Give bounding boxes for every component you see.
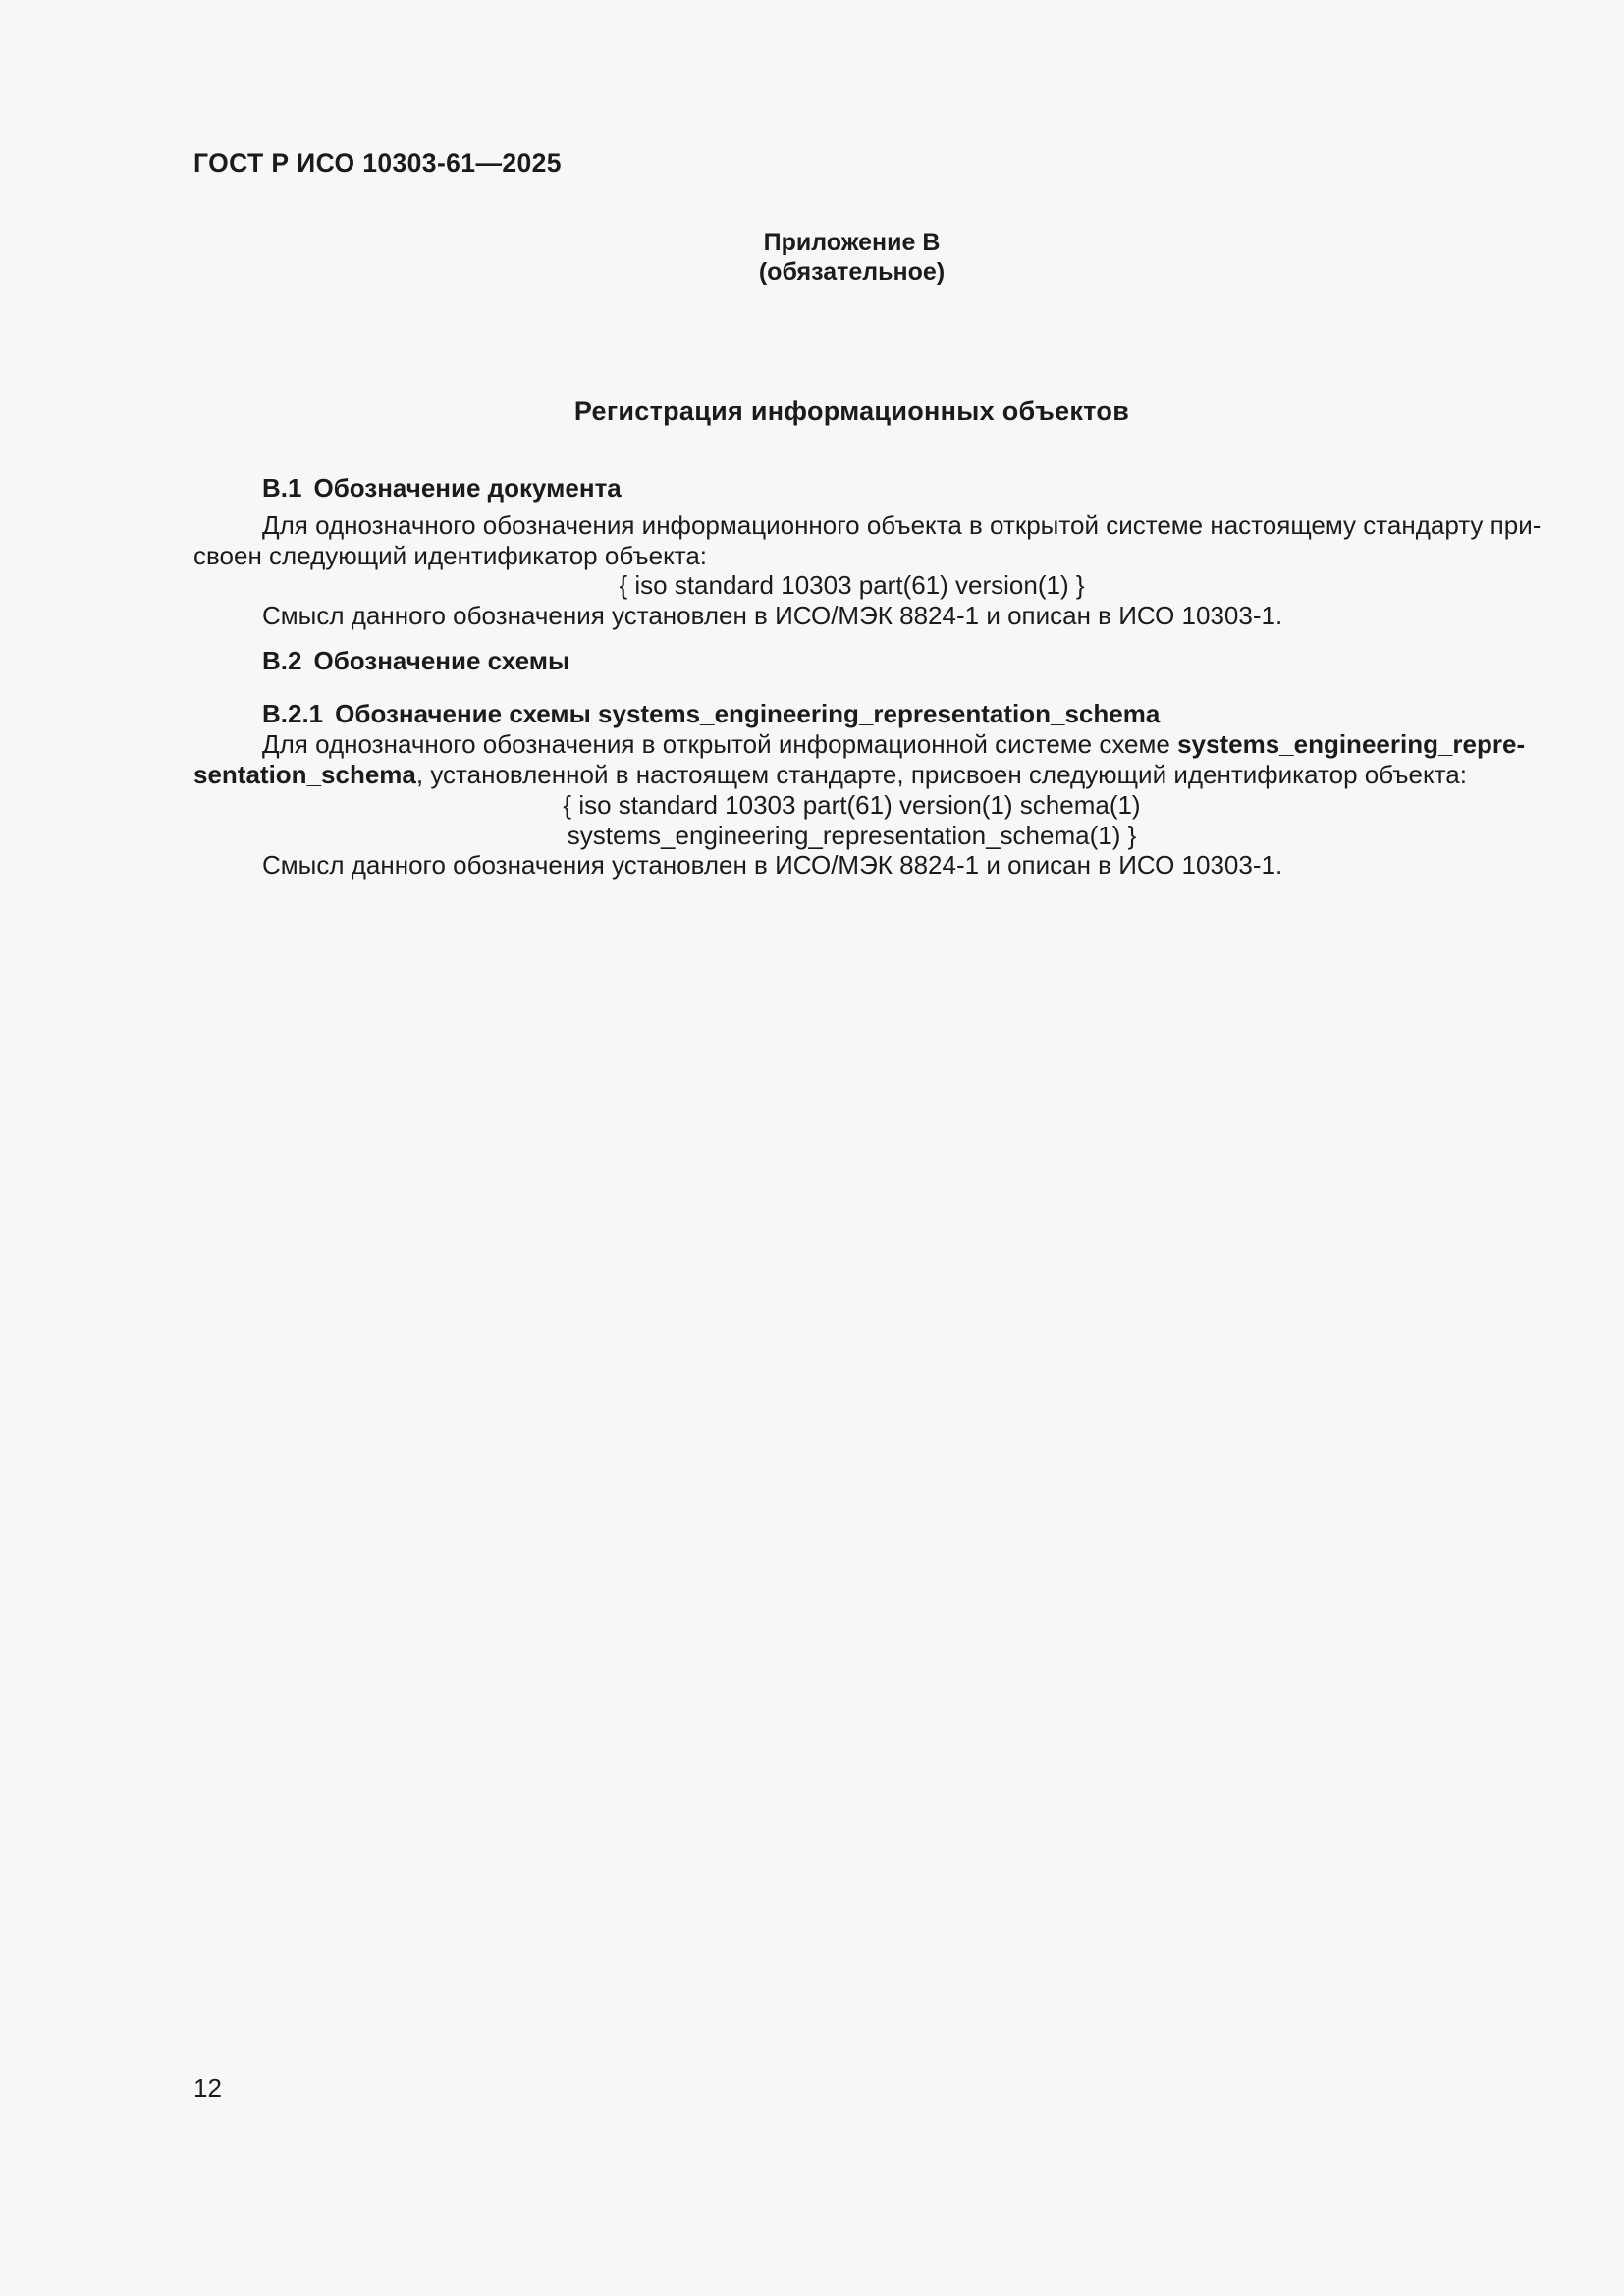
section-b21-paragraph-line1-text: Для однозначного обозначения в открытой информационной системе схеме [262, 729, 1170, 759]
section-b21-heading [193, 699, 1510, 729]
section-b21-meaning: Смысл данного обозначения установлен в ИСО/МЭК 8824-1 и описан в ИСО 10303-1. [262, 850, 1283, 880]
schema-name-part2: sentation_schema [193, 760, 416, 789]
section-b21-identifier-line1: { iso standard 10303 part(61) version(1) schema(1) [563, 790, 1141, 820]
section-b1-heading [193, 473, 1510, 504]
annex-heading [193, 228, 1510, 287]
annex-title: Приложение В [763, 229, 941, 256]
section-b21-number: В.2.1 [262, 699, 324, 728]
page-number: 12 [193, 2073, 222, 2103]
section-b1-identifier: { iso standard 10303 part(61) version(1) } [619, 570, 1085, 600]
section-b21-title: Обозначение схемы systems_engineering_representation_schema [335, 699, 1161, 728]
section-b1-title: Обозначение документа [313, 473, 622, 503]
section-b1-number: В.1 [262, 473, 302, 503]
schema-name-part1: systems_engineering_repre- [1177, 729, 1526, 759]
section-b1-paragraph [193, 510, 1542, 571]
annex-main-title: Регистрация информационных объектов [573, 397, 1130, 426]
section-b1-meaning: Смысл данного обозначения установлен в ИСО/МЭК 8824-1 и описан в ИСО 10303-1. [262, 601, 1283, 630]
annex-status: (обязательное) [758, 258, 946, 286]
section-b21-paragraph-line1 [193, 729, 1526, 760]
document-header: ГОСТ Р ИСО 10303-61—2025 [193, 148, 562, 178]
section-b2-number: В.2 [262, 646, 302, 675]
section-b21-identifier [193, 790, 1510, 851]
section-b21-paragraph-line2 [193, 760, 1510, 790]
section-b2-title: Обозначение схемы [313, 646, 570, 675]
section-b21-identifier-line2: systems_engineering_representation_schema(1) } [567, 821, 1137, 850]
section-b1-paragraph-line1: Для однозначного обозначения информационного объекта в открытой системе настоящему стандарту при- [262, 510, 1542, 540]
section-b2-heading [193, 646, 1510, 676]
section-b21-paragraph [193, 729, 1526, 790]
section-b21-paragraph-line2-text: , установленной в настоящем стандарте, присвоен следующий идентификатор объекта: [415, 760, 1467, 789]
section-b1-paragraph-line2: своен следующий идентификатор объекта: [193, 541, 708, 570]
